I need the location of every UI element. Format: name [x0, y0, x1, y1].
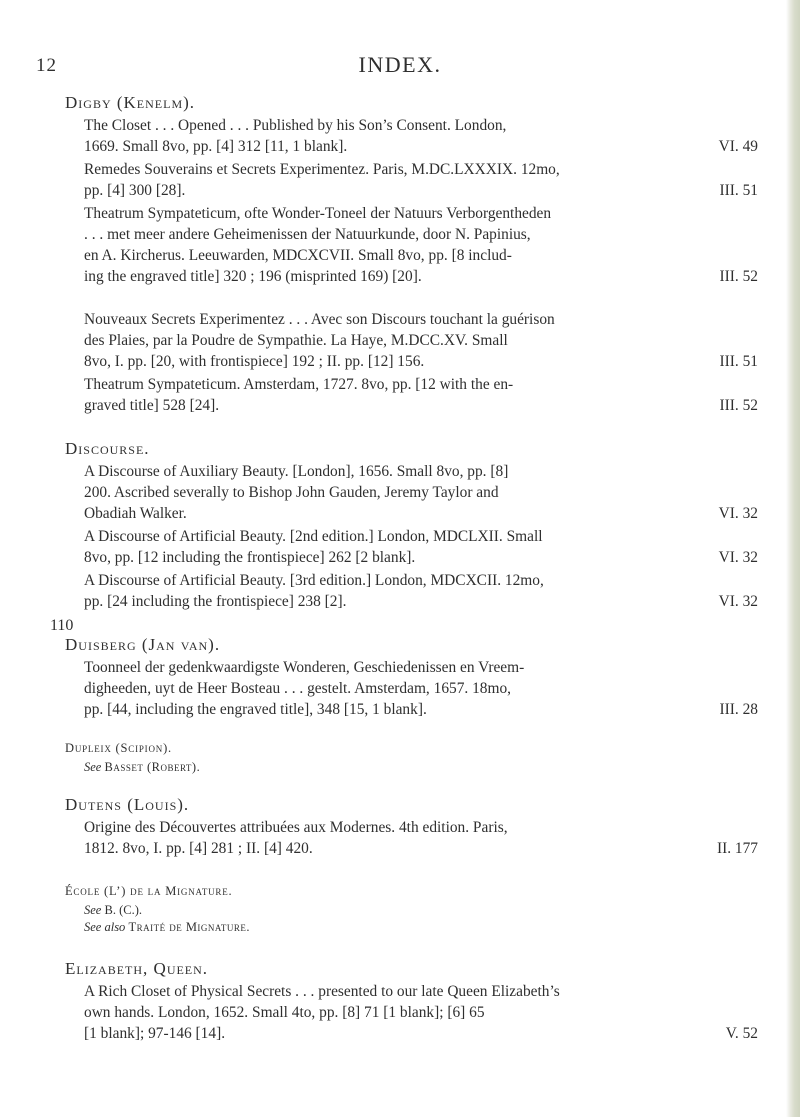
entry-line: Remedes Souverains et Secrets Experimentez. Paris, M.DC.LXXXIX. 12mo, [84, 161, 560, 178]
entry-line: Theatrum Sympateticum. Amsterdam, 1727. 8vo, pp. [12 with the en- [84, 376, 514, 393]
see-label: See [84, 903, 102, 917]
index-section-dupleix [65, 738, 765, 776]
entry-line: . . . met meer andere Geheimenissen der Natuurkunde, door N. Papinius, [84, 226, 531, 243]
index-section-duisberg [65, 634, 765, 720]
index-entry [84, 526, 765, 568]
section-heading: Elizabeth, Queen. [65, 959, 209, 978]
entry-line: Origine des Découvertes attribuées aux Modernes. 4th edition. Paris, [84, 819, 508, 836]
index-entry [84, 981, 765, 1044]
entry-line: Nouveaux Secrets Experimentez . . . Avec son Discours touchant la guérison [84, 311, 555, 328]
page-edge-shadow [786, 0, 800, 1117]
section-heading: Digby (Kenelm). [65, 93, 196, 112]
index-entry [84, 203, 765, 287]
section-heading: École (L’) de la Mignature. [65, 884, 233, 898]
see-label: See also [84, 920, 126, 934]
section-heading: Dutens (Louis). [65, 795, 190, 814]
section-heading: Duisberg (Jan van). [65, 635, 221, 654]
cross-reference [84, 902, 765, 919]
entry-ref: III. 28 [719, 701, 758, 718]
entry-line: A Discourse of Artificial Beauty. [3rd edition.] London, MDCXCII. 12mo, [84, 572, 544, 589]
cross-reference [84, 759, 765, 776]
entry-line: en A. Kircherus. Leeuwarden, MDCXCVII. Small 8vo, pp. [8 includ- [84, 247, 512, 264]
entry-line: Toonneel der gedenkwaardigste Wonderen, Geschiedenissen en Vreem- [84, 659, 525, 676]
entry-line: own hands. London, 1652. Small 4to, pp. [8] 71 [1 blank]; [6] 65 [84, 1004, 485, 1021]
entry-line: A Rich Closet of Physical Secrets . . . presented to our late Queen Elizabeth’s [84, 983, 560, 1000]
entry-line: Theatrum Sympateticum, ofte Wonder-Toneel der Natuurs Verborgentheden [84, 205, 552, 222]
entry-ref: V. 52 [725, 1025, 758, 1042]
entry-ref: VI. 32 [718, 505, 758, 522]
index-content [65, 92, 765, 1066]
running-head: INDEX. [358, 52, 442, 77]
index-section-discourse [65, 438, 765, 612]
index-entry [84, 657, 765, 720]
section-heading: Dupleix (Scipion). [65, 741, 172, 755]
entry-line: pp. [24 including the frontispiece] 238 [2]. [84, 593, 347, 610]
index-section-elizabeth [65, 958, 765, 1044]
entry-line: 1669. Small 8vo, pp. [4] 312 [11, 1 blank]. [84, 138, 348, 155]
entry-line: The Closet . . . Opened . . . Published by his Son’s Consent. London, [84, 117, 507, 134]
entry-line: A Discourse of Artificial Beauty. [2nd edition.] London, MDCLXII. Small [84, 528, 543, 545]
index-entry [84, 374, 765, 416]
section-heading: Discourse. [65, 439, 150, 458]
cross-reference [84, 919, 765, 936]
entry-line: ing the engraved title] 320 ; 196 (misprinted 169) [20]. [84, 268, 422, 285]
entry-line: [1 blank]; 97-146 [14]. [84, 1025, 226, 1042]
index-entry [84, 461, 765, 524]
entry-ref: II. 177 [716, 840, 758, 857]
page-number: 12 [36, 55, 57, 76]
entry-line: A Discourse of Auxiliary Beauty. [London], 1656. Small 8vo, pp. [8] [84, 463, 509, 480]
entry-line: graved title] 528 [24]. [84, 397, 220, 414]
entry-ref: III. 51 [719, 182, 758, 199]
entry-ref: VI. 32 [718, 593, 758, 610]
see-target: B. (C.). [104, 903, 142, 917]
index-section-dutens [65, 794, 765, 859]
entry-line: digheeden, uyt de Heer Bosteau . . . gestelt. Amsterdam, 1657. 18mo, [84, 680, 511, 697]
margin-number: 110 [50, 617, 74, 634]
entry-line: Obadiah Walker. [84, 505, 187, 522]
entry-ref: III. 52 [719, 397, 758, 414]
index-entry [84, 570, 765, 612]
entry-ref: III. 52 [719, 268, 758, 285]
see-label: See [84, 760, 102, 774]
entry-line: pp. [44, including the engraved title], 348 [15, 1 blank]. [84, 701, 427, 718]
entry-line: 200. Ascribed severally to Bishop John Gauden, Jeremy Taylor and [84, 484, 499, 501]
index-entry [84, 817, 765, 859]
entry-line: des Plaies, par la Poudre de Sympathie. La Haye, M.DCC.XV. Small [84, 332, 508, 349]
index-entry [84, 309, 765, 372]
index-section-ecole [65, 881, 765, 936]
entry-ref: III. 51 [719, 353, 758, 370]
entry-ref: VI. 32 [718, 549, 758, 566]
entry-line: pp. [4] 300 [28]. [84, 182, 186, 199]
see-target: Traité de Mignature. [128, 920, 251, 934]
entry-line: 1812. 8vo, I. pp. [4] 281 ; II. [4] 420. [84, 840, 313, 857]
index-entry [84, 115, 765, 157]
entry-line: 8vo, pp. [12 including the frontispiece] 262 [2 blank]. [84, 549, 416, 566]
index-entry [84, 159, 765, 201]
see-target: Basset (Robert). [104, 760, 201, 774]
entry-line: 8vo, I. pp. [20, with frontispiece] 192 ; II. pp. [12] 156. [84, 353, 425, 370]
index-section-digby [65, 92, 765, 416]
entry-ref: VI. 49 [718, 138, 758, 155]
